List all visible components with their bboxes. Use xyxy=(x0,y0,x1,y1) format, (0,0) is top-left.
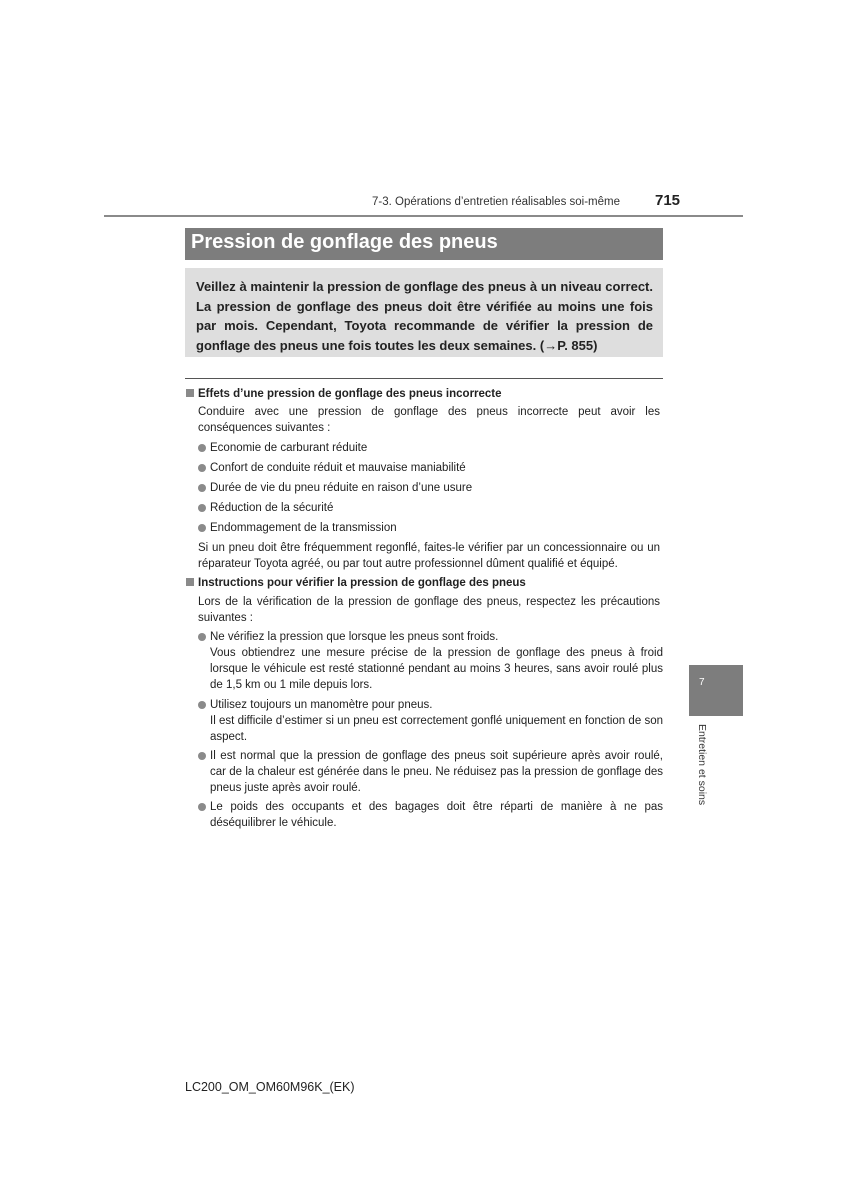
list-item-text: Réduction de la sécurité xyxy=(210,502,334,514)
list-item-text: Le poids des occupants et des bagages doit être réparti de manière à ne pas déséquilibrer le véhicule. xyxy=(210,801,663,829)
section-heading-text: Instructions pour vérifier la pression de gonflage des pneus xyxy=(198,577,526,589)
section-heading-2 xyxy=(186,575,656,591)
intro-text: Veillez à maintenir la pression de gonflage des pneus à un niveau correct. La pression de gonflage des pneus doit être vérifiée au moins une fois par mois. Cependant, Toyota recommande de vérifier la pression de gonflage des pneus une fois toutes les deux semaines. (→P. 855) xyxy=(196,279,653,353)
list-item-text: Ne vérifiez la pression que lorsque les pneus sont froids. xyxy=(210,631,499,643)
circle-bullet-icon xyxy=(198,803,206,811)
list-item xyxy=(197,520,663,536)
circle-bullet-icon xyxy=(198,524,206,532)
circle-bullet-icon xyxy=(198,444,206,452)
list-item xyxy=(197,440,663,456)
footer-code: LC200_OM_OM60M96K_(EK) xyxy=(185,1080,355,1094)
list-item xyxy=(197,629,663,693)
circle-bullet-icon xyxy=(198,701,206,709)
list-item xyxy=(197,799,663,831)
section-outro-1: Si un pneu doit être fréquemment regonflé, faites-le vérifier par un concessionnaire ou un réparateur Toyota agréé, ou par tout autre professionnel dûment qualifié et équipé. xyxy=(198,542,660,570)
list-item-detail: Vous obtiendrez une mesure précise de la pression de gonflage des pneus à froid lorsque le véhicule est resté stationné pendant au moins 3 heures, sans avoir roulé plus de 1,5 km ou 1 mile depuis lors. xyxy=(210,647,663,691)
list-item xyxy=(197,748,663,796)
chapter-number: 7 xyxy=(699,677,705,688)
list-item-text: Confort de conduite réduit et mauvaise maniabilité xyxy=(210,462,466,474)
square-bullet-icon xyxy=(186,578,194,586)
circle-bullet-icon xyxy=(198,504,206,512)
list-item xyxy=(197,697,663,745)
section-intro-1: Conduire avec une pression de gonflage des pneus incorrecte peut avoir les conséquences suivantes : xyxy=(198,406,660,434)
chapter-tab[interactable] xyxy=(689,665,743,716)
list-item-text: Economie de carburant réduite xyxy=(210,442,368,454)
chapter-label: Entretien et soins xyxy=(696,724,708,806)
circle-bullet-icon xyxy=(198,464,206,472)
section-rule xyxy=(185,378,663,379)
list-item-text: Utilisez toujours un manomètre pour pneus. xyxy=(210,699,433,711)
list-item xyxy=(197,500,663,516)
list-item-detail: Il est difficile d’estimer si un pneu est correctement gonflé uniquement en fonction de son aspect. xyxy=(210,715,663,743)
page-number: 715 xyxy=(655,192,681,209)
circle-bullet-icon xyxy=(198,633,206,641)
page-title: Pression de gonflage des pneus xyxy=(191,231,498,253)
list-item-text: Durée de vie du pneu réduite en raison d’une usure xyxy=(210,482,473,494)
circle-bullet-icon xyxy=(198,484,206,492)
list-item xyxy=(197,480,663,496)
section-intro-2: Lors de la vérification de la pression de gonflage des pneus, respectez les précautions suivantes : xyxy=(198,596,660,624)
header-rule xyxy=(104,215,743,217)
list-item-text: Endommagement de la transmission xyxy=(210,522,397,534)
list-item xyxy=(197,460,663,476)
title-bar xyxy=(185,228,663,260)
header-section-title: 7-3. Opérations d’entretien réalisables soi-même xyxy=(372,196,621,208)
list-item-text: Il est normal que la pression de gonflage des pneus soit supérieure après avoir roulé, car de la chaleur est générée dans le pneu. Ne réduisez pas la pression de gonflage des pneus juste après avoir roulé. xyxy=(210,750,663,794)
intro-box xyxy=(185,268,663,357)
section-heading-1 xyxy=(186,386,656,402)
square-bullet-icon xyxy=(186,389,194,397)
circle-bullet-icon xyxy=(198,752,206,760)
section-heading-text: Effets d’une pression de gonflage des pneus incorrecte xyxy=(198,388,502,400)
